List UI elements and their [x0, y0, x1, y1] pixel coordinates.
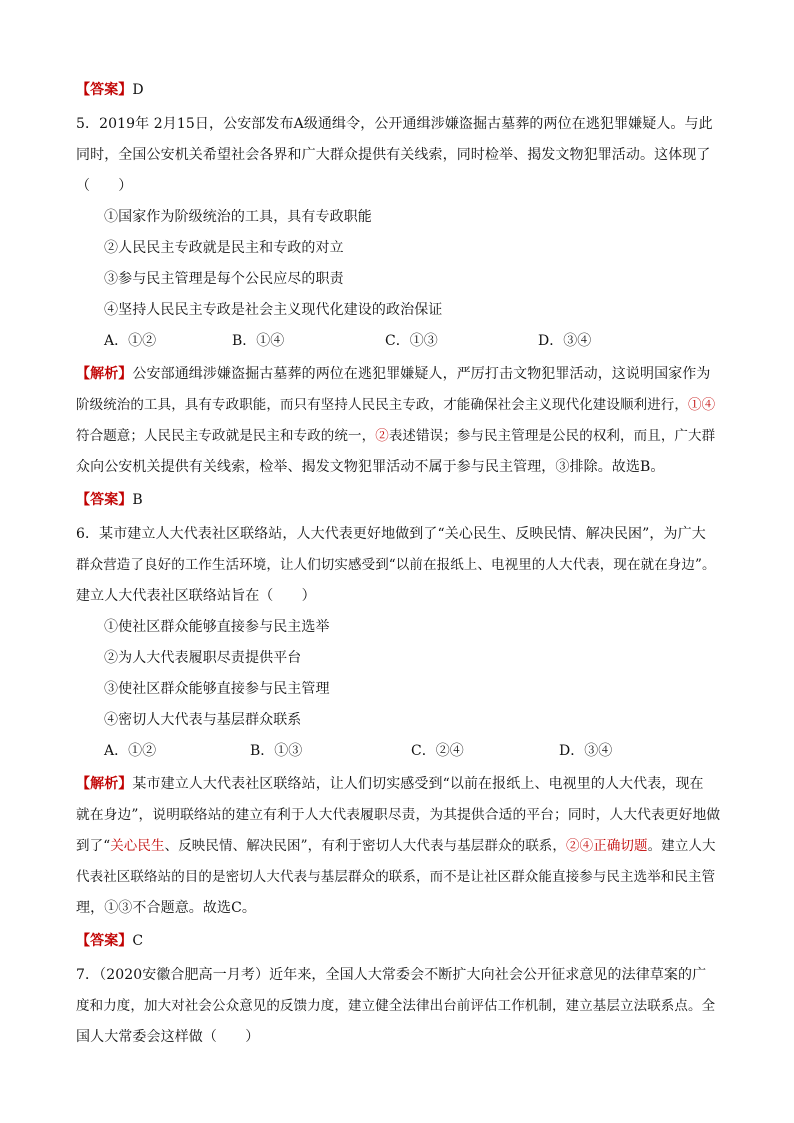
- q5-item-3: ③参与民主管理是每个公民应尽的职责: [104, 271, 344, 287]
- q6-item-3: ③使社区群众能够直接参与民主管理: [104, 681, 330, 697]
- q6-analysis-line-4: 代表社区联络站的目的是密切人大代表与基层群众的联系，而不是让社区群众能直接参与民主选举和民主管: [76, 869, 716, 885]
- q6-analysis-line-1: 【解析】某市建立人大代表社区联络站，让人们切实感受到“以前在报纸上、电视里的人大代表，现在: [76, 776, 704, 792]
- q5-item-2: ②人民民主专政就是民主和专政的对立: [104, 240, 344, 256]
- q6-option-d: D．③④: [559, 743, 613, 759]
- q6-item-2: ②为人大代表履职尽责提供平台: [104, 650, 302, 666]
- analysis-label: 【解析】: [76, 366, 133, 382]
- q5-option-c: C．①③: [385, 333, 438, 349]
- q6-stem-line-1: 6．某市建立人大代表社区联络站，人大代表更好地做到了“关心民生、反映民情、解决民困”，为广大: [76, 526, 706, 542]
- q5-analysis-line-1: 【解析】公安部通缉涉嫌盗掘古墓葬的两位在逃犯罪嫌疑人，严厉打击文物犯罪活动，这说明国家作为: [76, 366, 711, 382]
- q6-analysis-line-3: 到了“关心民生、反映民情、解决民困”，有利于密切人大代表与基层群众的联系，②④正确切题。建立人大: [76, 838, 716, 854]
- q6-option-a: A．①②: [104, 743, 157, 759]
- q7-stem-line-1: 7．（2020安徽合肥高一月考）近年来，全国人大常委会不断扩大向社会公开征求意见的法律草案的广: [76, 967, 707, 983]
- answer-label: 【答案】: [76, 82, 133, 98]
- q7-stem-line-2: 度和力度，加大对社会公众意见的反馈力度，建立健全法律出台前评估工作机制，建立基层立法联系点。全: [76, 998, 716, 1014]
- q6-item-4: ④密切人大代表与基层群众联系: [104, 712, 302, 728]
- q5-analysis-line-3: 符合题意；人民民主专政就是民主和专政的统一，②表述错误；参与民主管理是公民的权利，而且，广大群: [76, 428, 716, 444]
- q6-stem-line-3: 建立人大代表社区联络站旨在（ ）: [76, 588, 316, 604]
- q6-item-1: ①使社区群众能够直接参与民主选举: [104, 619, 330, 635]
- q6-analysis-line-2: 就在身边”，说明联络站的建立有利于人大代表履职尽责，为其提供合适的平台；同时，人大代表更好地做: [76, 807, 721, 823]
- q6-analysis-line-5: 理，①③不合题意。故选C。: [76, 900, 257, 916]
- q5-analysis-line-4: 众向公安机关提供有关线索，检举、揭发文物犯罪活动不属于参与民主管理，③排除。故选B。: [76, 459, 665, 475]
- q5-analysis-line-2: 阶级统治的工具，具有专政职能，而只有坚持人民民主专政，才能确保社会主义现代化建设顺利进行，①④: [76, 397, 716, 413]
- q5-stem-line-3: （ ）: [76, 178, 133, 194]
- answer-line-q6: 【答案】C: [76, 933, 144, 949]
- q7-stem-line-3: 国人大常委会这样做（ ）: [76, 1029, 260, 1045]
- q5-stem-line-1: 5．2019年 2月15日，公安部发布A级通缉令，公开通缉涉嫌盗掘古墓葬的两位在逃犯罪嫌疑人。与此: [76, 116, 713, 132]
- q6-option-b: B．①③: [250, 743, 303, 759]
- q6-option-c: C．②④: [411, 743, 464, 759]
- q5-option-d: D．③④: [538, 333, 592, 349]
- q5-option-b: B．①④: [232, 333, 285, 349]
- q5-item-1: ①国家作为阶级统治的工具，具有专政职能: [104, 209, 372, 225]
- q5-stem-line-2: 同时，全国公安机关希望社会各界和广大群众提供有关线索，同时检举、揭发文物犯罪活动。这体现了: [76, 147, 711, 163]
- answer-value: D: [132, 82, 144, 98]
- q6-stem-line-2: 群众营造了良好的工作生活环境，让人们切实感受到“以前在报纸上、电视里的人大代表，现在就在身边”。: [76, 557, 716, 573]
- answer-line-q4: [76, 80, 144, 100]
- q5-item-4: ④坚持人民民主专政是社会主义现代化建设的政治保证: [104, 302, 443, 318]
- answer-line-q5: 【答案】B: [76, 492, 143, 508]
- q5-option-a: A．①②: [104, 333, 157, 349]
